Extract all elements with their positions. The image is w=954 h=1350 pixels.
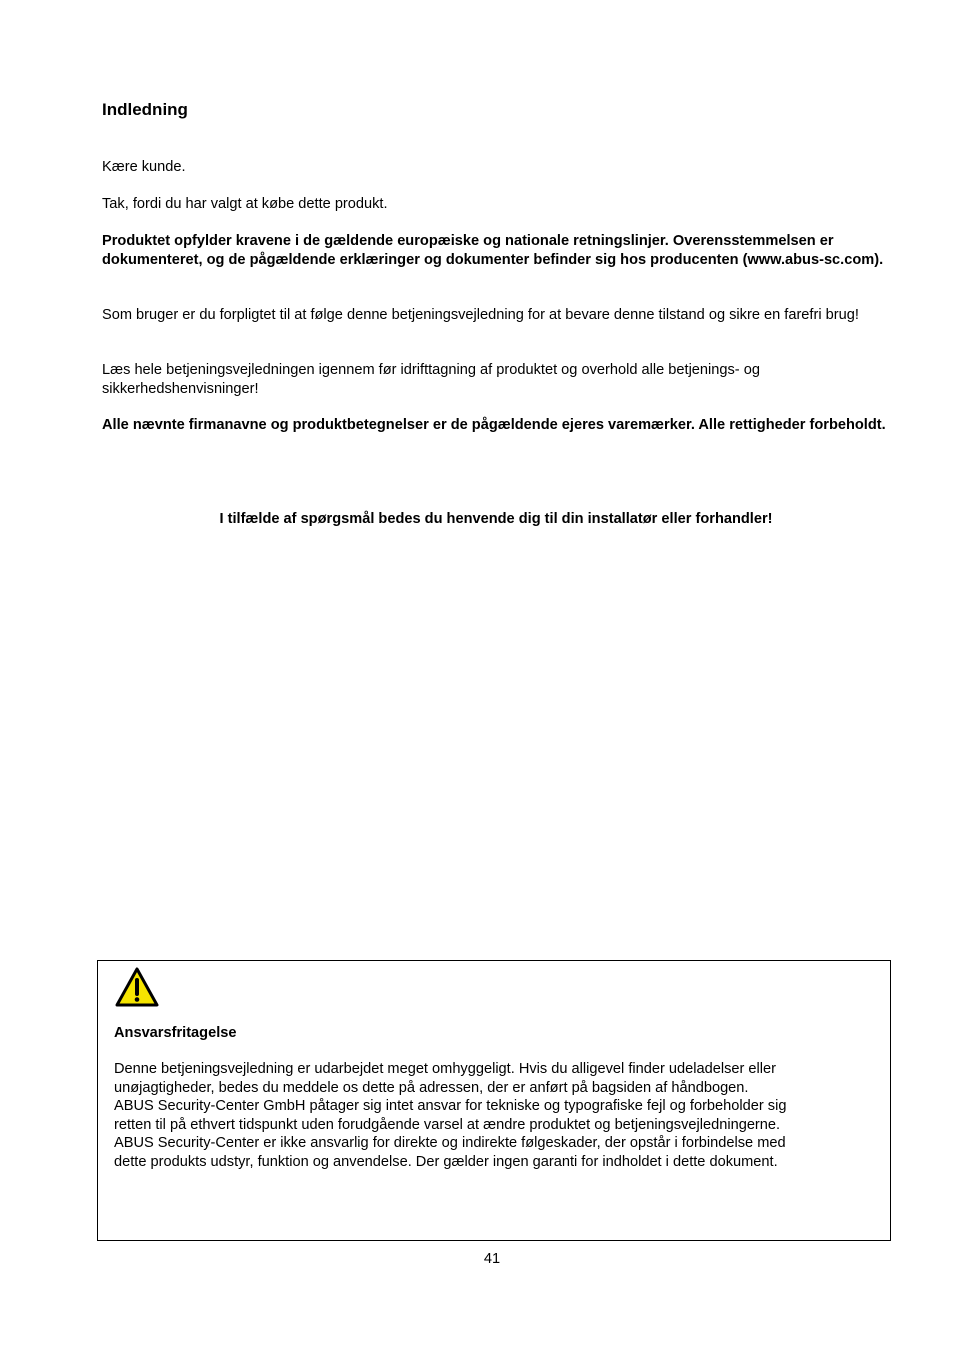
- disclaimer-line: ABUS Security-Center GmbH påtager sig intet ansvar for tekniske og typografiske fejl og forbeholder sig: [114, 1098, 787, 1114]
- warning-triangle-icon: [115, 967, 159, 1007]
- page-number: 41: [483, 1251, 501, 1267]
- disclaimer-line: dette produkts udstyr, funktion og anvendelse. Der gælder ingen garanti for indholdet i dette dokument.: [114, 1153, 778, 1170]
- read-manual-paragraph: Læs hele betjeningsvejledningen igennem før idrifttagning af produktet og overhold alle betjenings- og sikkerhedshenvisninger!: [102, 362, 760, 397]
- obligation-paragraph: Som bruger er du forpligtet til at følge denne betjeningsvejledning for at bevare denne tilstand og sikre en farefri brug!: [102, 307, 859, 323]
- disclaimer-line: retten til på ethvert tidspunkt uden forudgående varsel at ændre produktet og betjeningsvejledningerne.: [114, 1116, 781, 1133]
- disclaimer-line: Denne betjeningsvejledning er udarbejdet meget omhyggeligt. Hvis du alligevel finder udeladelser eller: [114, 1061, 776, 1077]
- trademarks-paragraph: Alle nævnte firmanavne og produktbetegnelser er de pågældende ejeres varemærker. Alle rettigheder forbeholdt.: [102, 417, 886, 433]
- greeting-paragraph: Kære kunde.: [102, 159, 186, 175]
- compliance-paragraph: Produktet opfylder kravene i de gældende europæiske og nationale retningslinjer. Overensstemmelsen er dokumenteret, og de pågældende erklæringer og dokumenter befinder sig hos producenten (www.abus-sc.com).: [102, 233, 884, 268]
- disclaimer-box: [97, 960, 891, 1241]
- section-heading: Indledning: [102, 100, 188, 119]
- contact-note: I tilfælde af spørgsmål bedes du henvende dig til din installatør eller forhandler!: [219, 511, 773, 527]
- disclaimer-line: ABUS Security-Center er ikke ansvarlig for direkte og indirekte følgeskader, der opstår i forbindelse med: [114, 1135, 786, 1151]
- disclaimer-line: unøjagtigheder, bedes du meddele os dette på adressen, der er anført på bagsiden af håndbogen.: [114, 1079, 749, 1096]
- disclaimer-body: [114, 1060, 874, 1171]
- thanks-paragraph: Tak, fordi du har valgt at købe dette produkt.: [102, 196, 388, 212]
- disclaimer-title: Ansvarsfritagelse: [114, 1025, 237, 1041]
